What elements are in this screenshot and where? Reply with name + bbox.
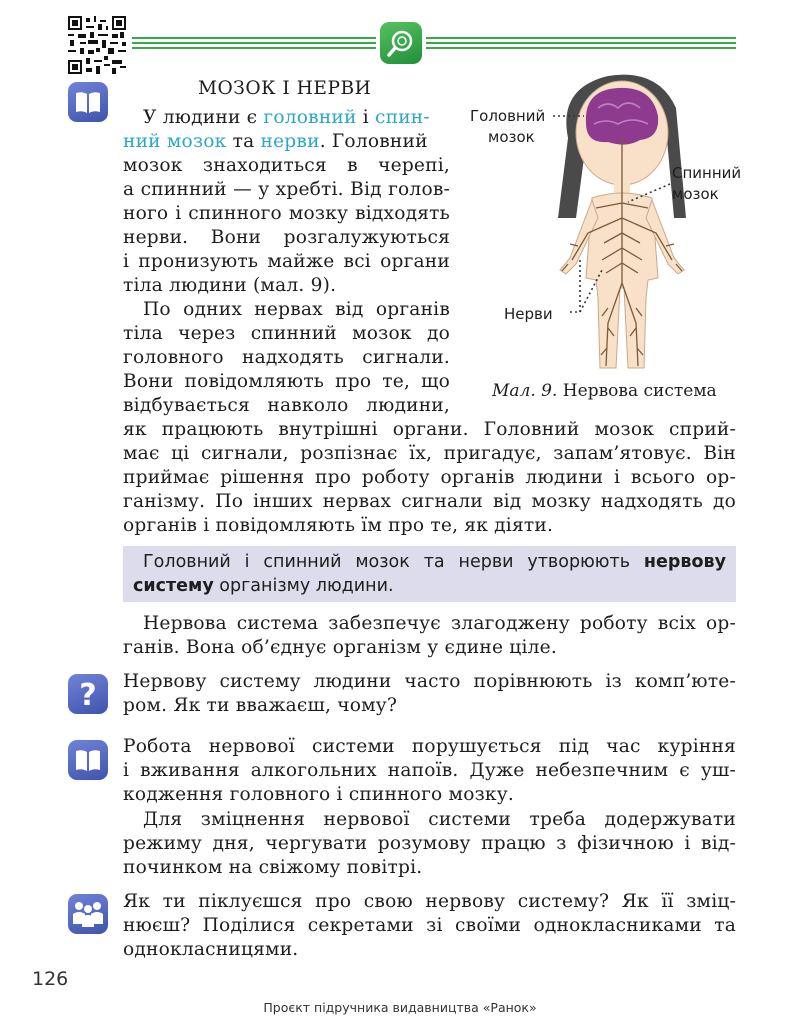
- svg-text:?: ?: [79, 678, 97, 713]
- label-spinal-line1: Спинний: [672, 164, 742, 182]
- line: тіла людини (мал. 9).: [123, 275, 337, 296]
- line: як працюють внутрішні органи. Головний мозок сприй-: [123, 419, 736, 440]
- page-number: 126: [32, 968, 69, 990]
- line: режиму дня, чергувати розумову працю з фізичною і від-: [123, 833, 736, 854]
- line: ганів. Вона об’єднує організм у єдине ціле.: [123, 637, 557, 658]
- line: однокласницями.: [123, 939, 299, 960]
- label-spinal-cord: [672, 163, 741, 205]
- line: і пронизують майже всі органи: [123, 251, 450, 272]
- section-title: МОЗОК І НЕРВИ: [198, 78, 372, 99]
- line: органів і повідомляють їм про те, як діяти.: [123, 515, 554, 536]
- line: кодження головного і спинного мозку.: [123, 784, 514, 805]
- line: Як ти піклуєшся про свою нервову систему? Як її зміц-: [123, 891, 736, 912]
- line: Робота нервової системи порушується під час куріння: [123, 736, 736, 757]
- line: і вживання алкогольних напоїв. Дуже небезпечним є уш-: [123, 760, 736, 781]
- term-nerves: нерви: [260, 131, 320, 152]
- line: мозок знаходиться в черепі,: [123, 155, 450, 176]
- footer-note: Проєкт підручника видавництва «Ранок»: [263, 1000, 537, 1015]
- question-icon: [68, 674, 108, 714]
- line: Вони повідомляють про те, що: [123, 371, 450, 392]
- line: Нервова система забезпечує злагоджену роботу всіх ор-: [143, 613, 736, 634]
- group-task-text: [123, 890, 736, 962]
- key-term: систему: [133, 576, 214, 596]
- line: ного і спинного мозку відходять: [123, 203, 450, 224]
- signals-paragraph: [123, 298, 450, 418]
- line: ний мозок та нерви. Головний: [123, 131, 428, 152]
- label-brain: [470, 106, 545, 148]
- label-spinal-line2: мозок: [672, 185, 719, 203]
- key-term: нервову: [643, 552, 726, 572]
- leader-lines: [540, 100, 680, 320]
- line: відбувається навколо людини,: [123, 395, 450, 416]
- definition-box: [123, 546, 736, 602]
- book-icon: [68, 82, 108, 122]
- line: починком на свіжому повітрі.: [123, 857, 423, 878]
- coordination-paragraph: [123, 612, 736, 660]
- figure-number: Мал. 9.: [492, 381, 558, 401]
- figure-caption: [492, 381, 717, 401]
- group-work-icon: [68, 894, 108, 934]
- line: Нервову систему людини часто порівнюють із комп’юте-: [123, 671, 736, 692]
- line: нюєш? Поділися секретами зі своїми однокласниками та: [123, 915, 736, 936]
- line: По одних нервах від органів: [143, 299, 450, 320]
- term-spinal: спин-: [375, 107, 430, 128]
- label-brain-line1: Головний: [470, 107, 546, 125]
- magnifier-icon: [380, 22, 422, 64]
- line: приймає рішення про роботу органів людини і всього ор-: [123, 467, 736, 488]
- line: нерви. Вони розгалужуються: [123, 227, 450, 248]
- question-text: [123, 670, 736, 718]
- label-brain-line2: мозок: [488, 128, 535, 146]
- book-icon: [68, 740, 108, 780]
- line: головного надходять сигнали.: [123, 347, 450, 368]
- signals-paragraph-wide: [123, 418, 736, 538]
- definition-line-1: Головний і спинний мозок та нерви утворюють нервову: [143, 552, 726, 572]
- line: У людини є головний і спин-: [143, 107, 430, 128]
- figure-caption-text: Нервова система: [557, 381, 717, 401]
- header-rule-right: [426, 37, 736, 53]
- definition-line-2: систему організму людини.: [133, 576, 394, 596]
- term-spinal-cont: ний мозок: [123, 131, 227, 152]
- header-rule-left: [132, 37, 376, 53]
- line: ром. Як ти вважаєш, чому?: [123, 695, 398, 716]
- health-paragraph: [123, 808, 736, 880]
- line: ганізму. По інших нервах сигнали від мозку надходять до: [123, 491, 736, 512]
- qr-code[interactable]: [68, 16, 126, 74]
- line: має ці сигнали, розпізнає їх, пригадує, запам’ятовує. Він: [123, 443, 736, 464]
- label-nerves: Нерви: [504, 305, 553, 323]
- line: тіла через спинний мозок до: [123, 323, 450, 344]
- term-brain: головний: [263, 107, 357, 128]
- intro-paragraph: [123, 106, 450, 298]
- line: а спинний — у хребті. Від голов-: [123, 179, 450, 200]
- line: Для зміцнення нервової системи треба додержувати: [143, 809, 736, 830]
- harm-paragraph: [123, 735, 736, 807]
